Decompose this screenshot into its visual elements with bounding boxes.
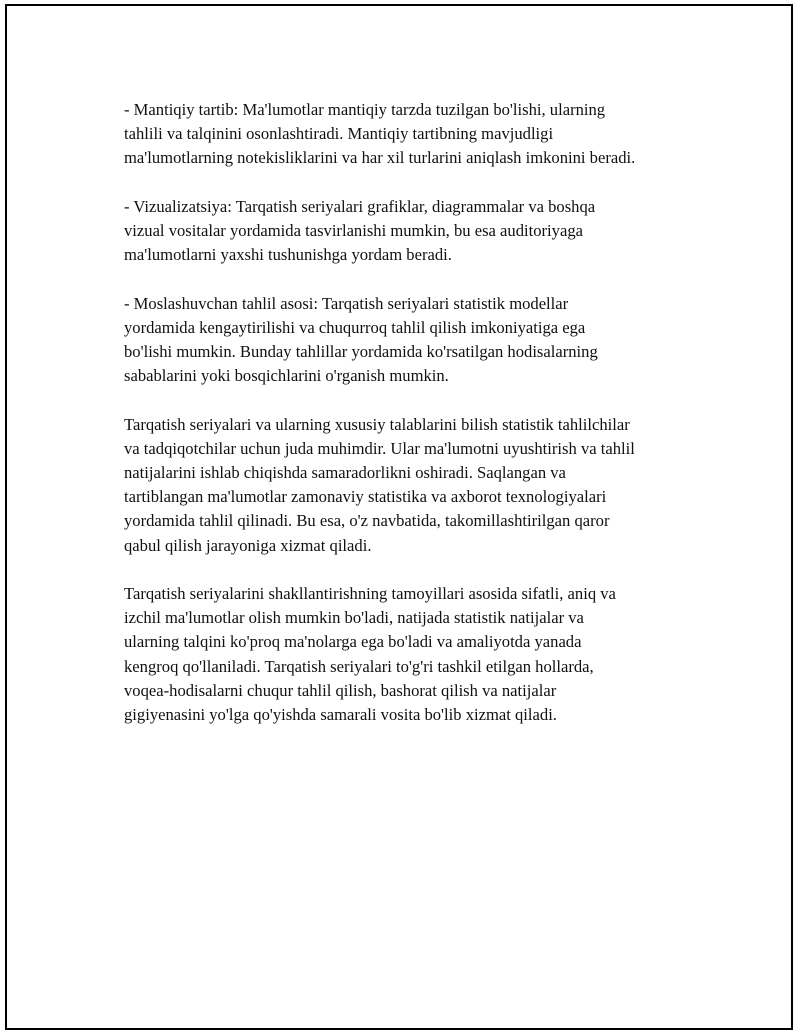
document-page	[5, 4, 793, 1030]
paragraph-flexible-analysis: - Moslashuvchan tahlil asosi: Tarqatish seriyalari statistik modellar yordamida kengaytirilishi va chuqurroq tahlil qilish imkoniyatiga ega bo'lishi mumkin. Bunday tahlillar yordamida ko'rsatilgan hodisalarning sabablarini yoki bosqichlarini o'rganish mumkin.	[124, 293, 598, 386]
paragraph-visualization: - Vizualizatsiya: Tarqatish seriyalari grafiklar, diagrammalar va boshqa vizual vositalar yordamida tasvirlanishi mumkin, bu esa auditoriyaga ma'lumotlarni yaxshi tushunishga yordam beradi.	[124, 196, 596, 265]
paragraph-logical-order: - Mantiqiy tartib: Ma'lumotlar mantiqiy tarzda tuzilgan bo'lishi, ularning tahlili va talqinini osonlashtiradi. Mantiqiy tartibning mavjudligi ma'lumotlarning notekisliklarini va har xil turlarini aniqlash imkonini beradi.	[124, 100, 636, 168]
paragraph-conclusion: Tarqatish seriyalarini shakllantirishning tamoyillari asosida sifatli, aniq va izchil ma'lumotlar olish mumkin bo'ladi, natijada statistik natijalar va ularning talqini ko'proq ma'nolarga ega bo'ladi va amaliyotda yanada kengroq qo'llaniladi. Tarqatish seriyalari to'g'ri tashkil etilgan hollarda, voqea-hodisalarni chuqur tahlil qilish, bashorat qilish va natijalar gigiyenasini yo'lga qo'yishda samarali vosita bo'lib xizmat qiladi.	[124, 584, 616, 725]
document-body	[124, 98, 704, 751]
paragraph-importance: Tarqatish seriyalari va ularning xususiy talablarini bilish statistik tahlilchilar va tadqiqotchilar uchun juda muhimdir. Ular ma'lumotni uyushtirish va tahlil natijalarini ishlab chiqishda samaradorlikni oshiradi. Saqlangan va tartiblangan ma'lumotlar zamonaviy statistika va axborot texnologiyalari yordamida tahlil qilinadi. Bu esa, o'z navbatida, takomillashtirilgan qaror qabul qilish jarayoniga xizmat qiladi.	[124, 414, 635, 555]
